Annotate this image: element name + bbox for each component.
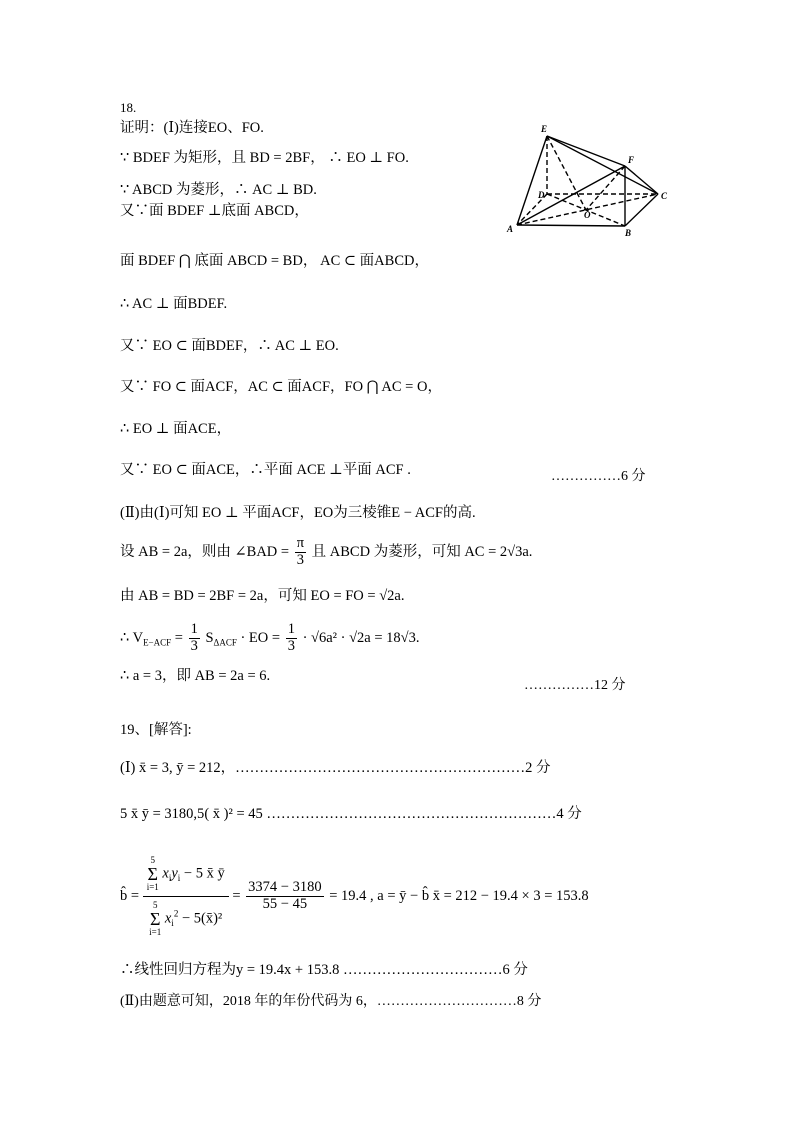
sum-top: 5 <box>152 900 158 910</box>
q18-score-2: ……………12 分 <box>524 678 626 693</box>
edge-AB <box>517 225 625 226</box>
q18-line-9: ∴ EO ⊥ 面ACE， <box>120 421 232 437</box>
sub: i <box>171 918 174 929</box>
numerator <box>143 856 229 897</box>
q18-part2-line-1: (Ⅱ)由(Ⅰ)可知 EO ⊥ 平面ACF，EO为三棱锥E − ACF的高. <box>120 505 476 521</box>
q18-part2-line-4 <box>120 622 420 655</box>
q18-line-8: 又∵ FO ⊂ 面ACF，AC ⊂ 面ACF，FO ⋂ AC = O， <box>120 379 442 395</box>
label-O: O <box>584 210 591 220</box>
q18-line-4: 又∵面 BDEF ⊥底面 ABCD， <box>120 203 309 219</box>
q18-line-3: ∵ ABCD 为菱形，∴ AC ⊥ BD. <box>120 182 317 198</box>
sub: i <box>177 873 181 884</box>
q18-line-1: 证明：(Ⅰ)连接EO、FO. <box>120 120 264 136</box>
sum-top: 5 <box>150 855 155 865</box>
sigma: 5 Σ i=1 <box>146 855 159 892</box>
text: 设 AB = 2a，则由 ∠BAD = <box>120 543 290 560</box>
y: y <box>171 865 178 882</box>
q18-part2-line-5: ∴ a = 3，即 AB = 2a = 6. <box>120 668 271 684</box>
label-F: F <box>628 155 635 165</box>
q18-number: 18. <box>120 100 137 115</box>
b-hat-fraction <box>143 856 229 937</box>
sum-bot: i=1 <box>146 882 159 892</box>
pi-over-3 <box>295 536 306 569</box>
text: · EO = <box>240 629 281 646</box>
text: · √6a² · √2a = 18√3. <box>302 629 420 646</box>
b-hat: b̂ = <box>120 887 140 904</box>
subscript: E−ACF <box>143 637 172 648</box>
num-rest: − 5 x̄ ȳ <box>183 865 225 882</box>
frac-num: 3374 − 3180 <box>248 879 322 896</box>
q18-line-5: 面 BDEF ⋂ 底面 ABCD = BD， AC ⊂ 面ABCD， <box>120 253 429 269</box>
q19-line-2 <box>120 806 582 823</box>
q18-part2-line-3: 由 AB = BD = 2BF = 2a，可知 EO = FO = √2a. <box>120 588 405 604</box>
q19-line-4: ∴线性回归方程为y = 19.4x + 153.8 ……………………………6 分 <box>120 962 528 978</box>
label-D: D <box>538 190 545 200</box>
q19-line-5: (Ⅱ)由题意可知，2018 年的年份代码为 6，…………………………8 分 <box>120 994 542 1009</box>
edge-EO <box>547 136 586 210</box>
den-rest: − 5(x̄)² <box>181 910 223 927</box>
q19-line-1: (Ⅰ) x̄ = 3, ȳ = 212，……………………………………………………2 分 <box>120 760 551 776</box>
x: x <box>164 910 172 927</box>
text: ∴ V <box>120 629 144 646</box>
label-E: E <box>541 124 548 134</box>
denominator: 5 Σ i=1 $x_i^2$ − 5(x̄)² <box>149 900 223 937</box>
pyramid-figure <box>505 122 675 237</box>
numeric-fraction <box>246 880 323 913</box>
text: 5 x̄ ȳ = 3180,5 <box>120 806 205 822</box>
one-third <box>189 622 200 655</box>
frac-num: 1 <box>287 621 295 637</box>
q18-line-6: ∴ AC ⊥ 面BDEF. <box>120 296 228 312</box>
x: x <box>162 865 169 882</box>
text: = <box>174 629 183 646</box>
frac-den: 3 <box>296 551 304 568</box>
edge-BC <box>625 194 658 226</box>
frac-num: 1 <box>190 621 198 637</box>
q18-score-1: ……………6 分 <box>551 469 646 484</box>
text: 且 ABCD 为菱形，可知 AC = 2√3a. <box>311 543 533 560</box>
label-C: C <box>661 191 668 201</box>
frac-den: 3 <box>287 637 295 654</box>
q18-part2-line-2 <box>120 536 532 569</box>
q18-line-7: 又∵ EO ⊂ 面BDEF，∴ AC ⊥ EO. <box>120 338 339 354</box>
q19-formula: b̂ = 5 Σ i=1 $x_iy_i - 5$ x̄ ȳ 5 Σ i=1 $x_i^2$ − 5(x̄)² = $\frac{3374 - 3180}{55 - 45}$ = 19.4 , a = ȳ − b̂ x̄ = 212 − 19.4 × 3 = 153.8 <box>120 855 589 937</box>
frac-num: π <box>296 535 305 551</box>
text: ( x̄ )² = 45 ……………………………………………………4 分 <box>204 806 582 822</box>
sigma: 5 Σ i=1 <box>149 900 162 937</box>
q18-line-2: ∵ BDEF 为矩形，且 BD = 2BF， ∴ EO ⊥ FO. <box>120 150 409 166</box>
frac-den: 55 − 45 <box>262 896 308 912</box>
label-A: A <box>507 224 514 234</box>
sum-bot: i=1 <box>149 927 162 937</box>
frac-den: 3 <box>190 637 198 654</box>
edge-EF <box>547 136 625 166</box>
one-third-2 <box>286 622 297 655</box>
edge-EC <box>547 136 658 194</box>
q18-line-10: 又∵ EO ⊂ 面ACE，∴平面 ACE ⊥平面 ACF . <box>120 462 411 478</box>
result: = 19.4 , a = ȳ − b̂ x̄ = 212 − 19.4 × 3 = 153.8 <box>329 887 589 904</box>
subscript: ΔACF <box>213 637 237 648</box>
text: S <box>205 629 214 646</box>
label-B: B <box>625 228 632 237</box>
q19-header: 19、[解答]: <box>120 722 192 738</box>
sub: i <box>168 873 172 884</box>
edge-FO <box>586 166 625 210</box>
